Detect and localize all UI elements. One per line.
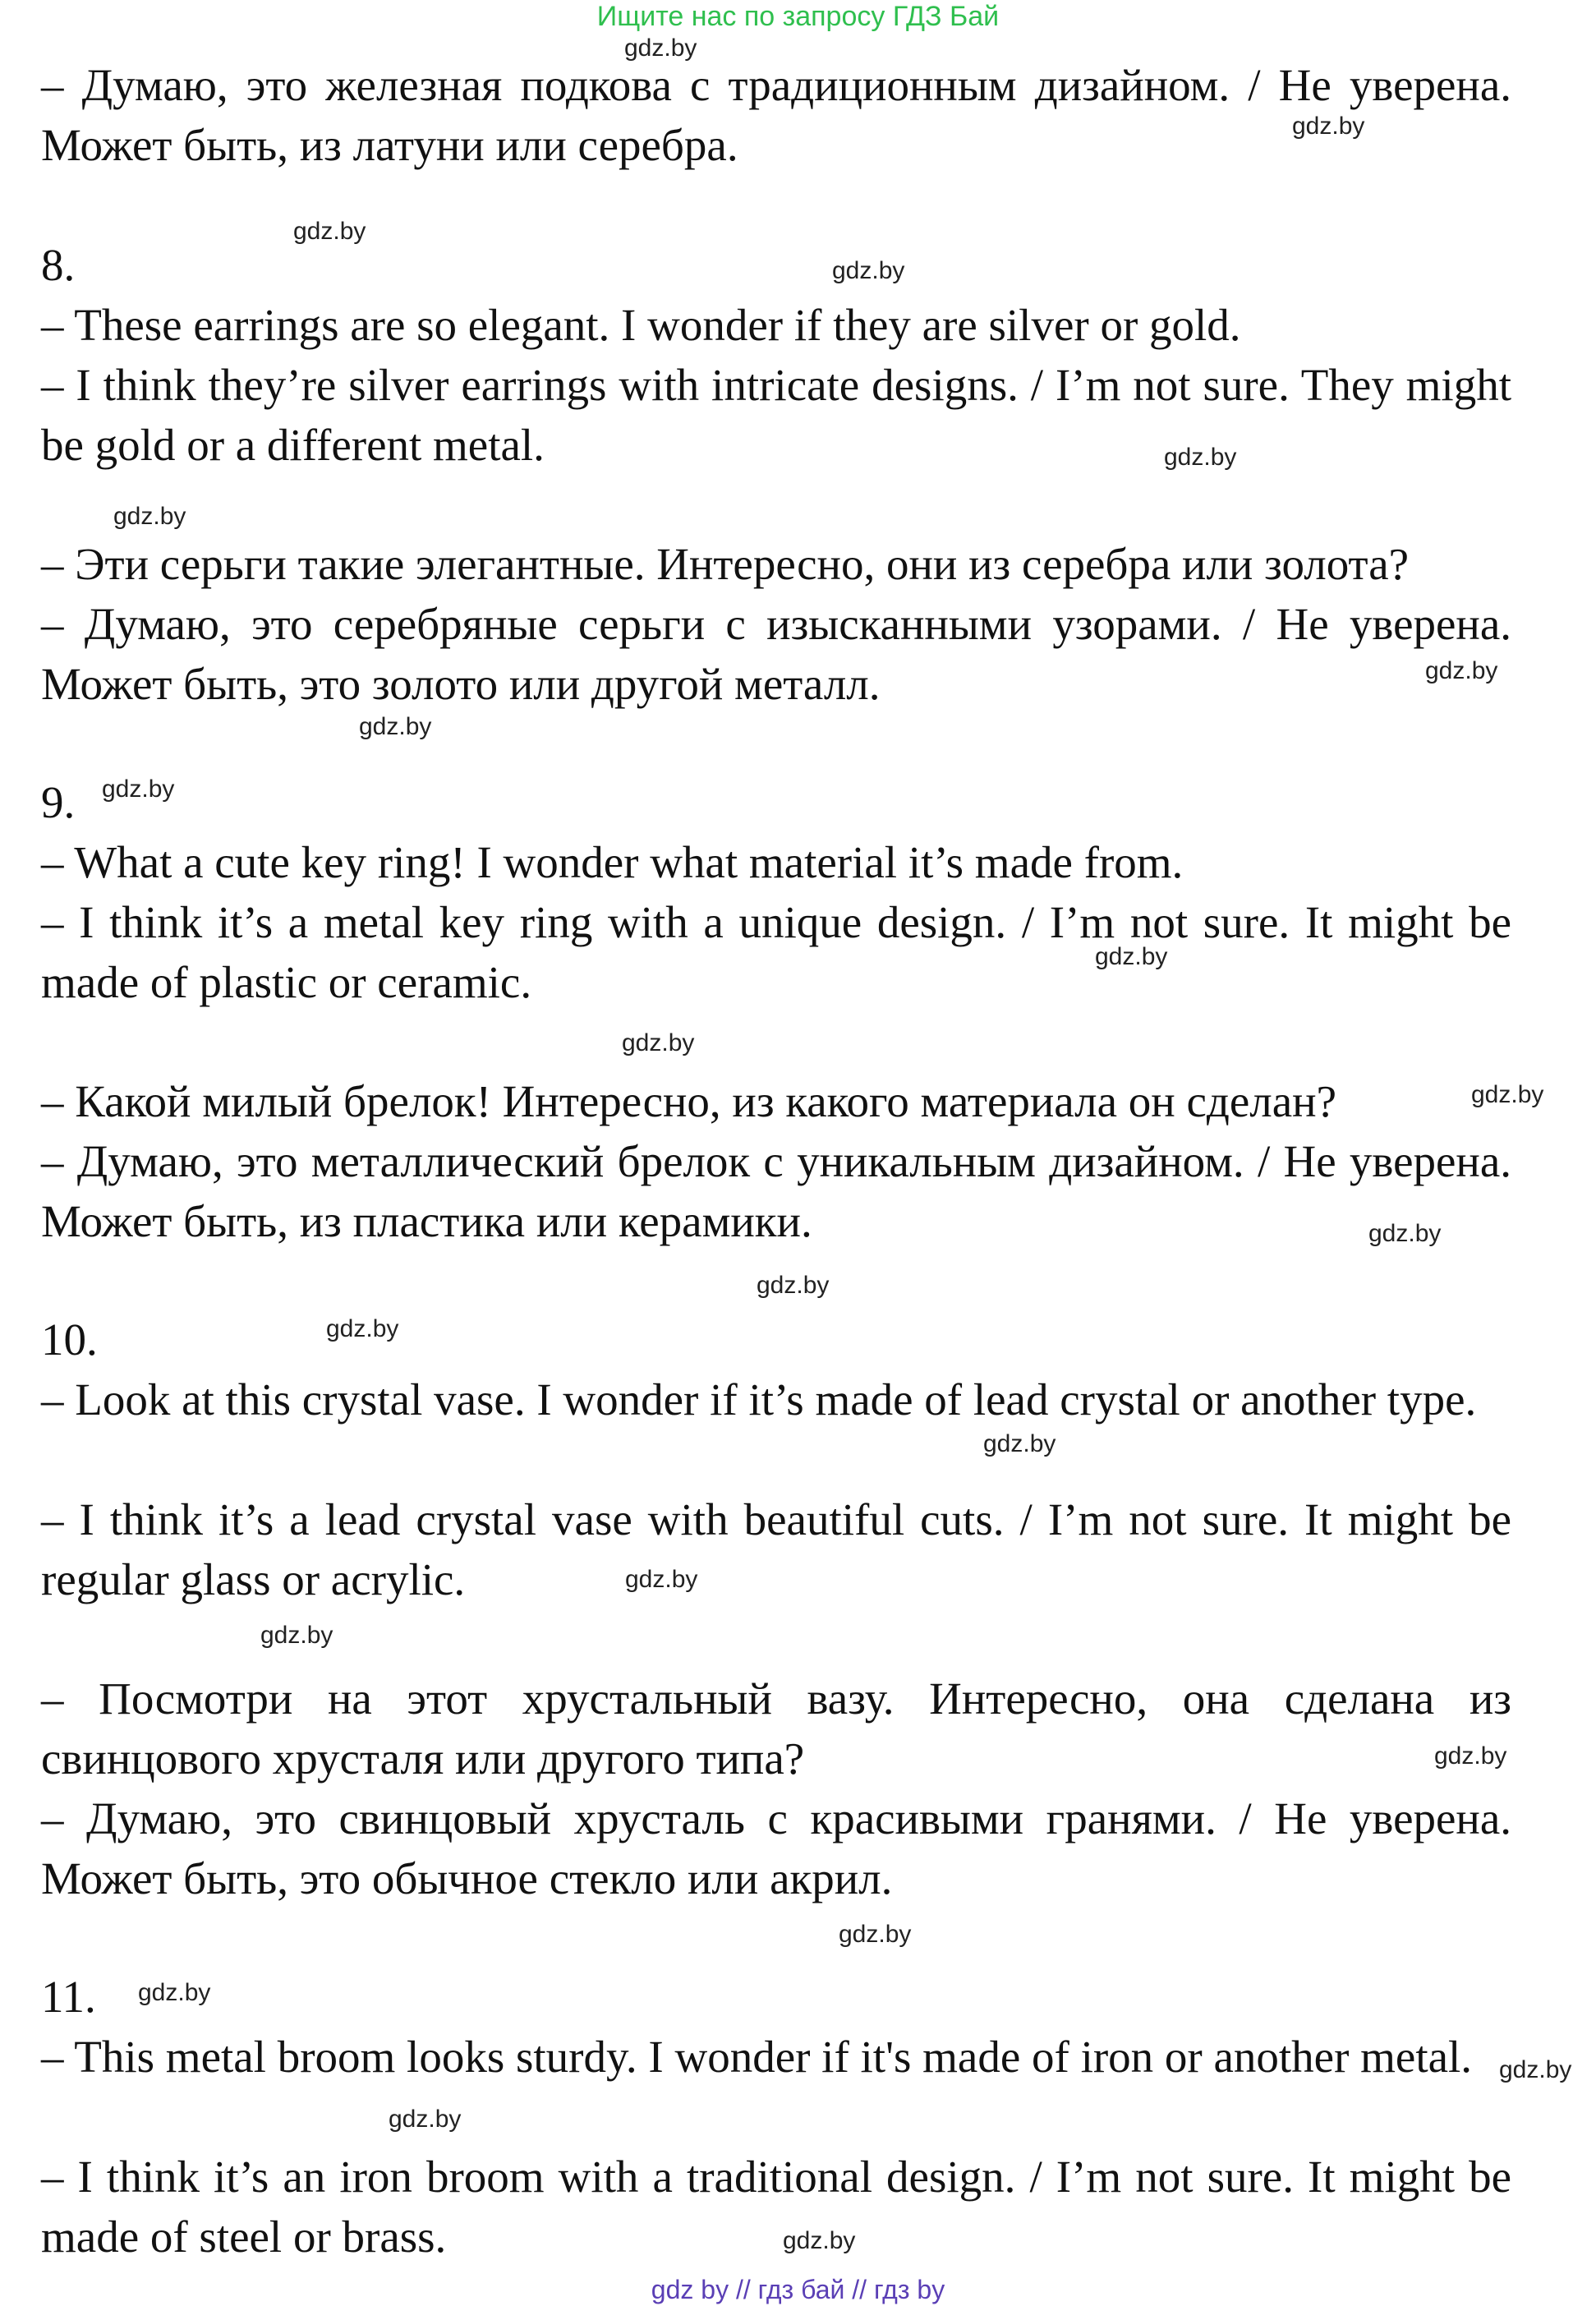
watermark-text: gdz.by [1164,444,1237,471]
bottom-banner[interactable]: gdz by // гдз бай // гдз by [651,2275,945,2304]
watermark-text: gdz.by [757,1272,830,1299]
watermark-text: gdz.by [1434,1742,1507,1770]
answer-8-en: – I think they’re silver earrings with intricate designs. / I’m not sure. They might be gold or a different metal. [41,360,1511,470]
watermark-text: gdz.by [359,713,432,740]
question-8-ru: – Эти серьги такие элегантные. Интересно, они из серебра или золота? [41,539,1410,589]
question-8-en: – These earrings are so elegant. I wonder if they are silver or gold. [41,300,1241,350]
watermark-text: gdz.by [260,1622,333,1649]
item-number-9: 9. [41,777,76,827]
watermark-text: gdz.by [839,1921,912,1948]
answer-11-en: – I think it’s an iron broom with a traditional design. / I’m not sure. It might be made of steel or brass. [41,2152,1511,2262]
watermark-text: gdz.by [832,257,905,284]
watermark-text: gdz.by [113,503,186,530]
watermark-text: gdz.by [983,1430,1056,1457]
watermark-text: gdz.by [625,1566,698,1593]
answer-8-ru: – Думаю, это серебряные серьги с изысканными узорами. / Не уверена. Может быть, это золото или другой металл. [41,599,1511,709]
watermark-text: gdz.by [1095,943,1168,970]
watermark-text: gdz.by [1425,657,1498,684]
item-number-8: 8. [41,240,76,290]
watermark-text: gdz.by [1292,113,1365,140]
watermark-text: gdz.by [622,1029,695,1056]
answer-7-ru: – Думаю, это железная подкова с традиционным дизайном. / Не уверена. Может быть, из латуни или серебра. [41,60,1511,170]
question-10-ru: – Посмотри на этот хрустальный вазу. Интересно, она сделана из свинцового хрусталя или другого типа? [41,1673,1511,1784]
item-number-11: 11. [41,1972,96,2022]
item-number-10: 10. [41,1314,98,1365]
top-banner[interactable]: Ищите нас по запросу ГДЗ Бай [596,1,1000,32]
question-11-en: – This metal broom looks sturdy. I wonder if it's made of iron or another metal. [41,2032,1473,2082]
watermark-text: gdz.by [1471,1081,1544,1108]
question-10-en: – Look at this crystal vase. I wonder if it’s made of lead crystal or another type. [41,1374,1477,1425]
question-9-en: – What a cute key ring! I wonder what material it’s made from. [41,837,1184,887]
watermark-text: gdz.by [783,2227,856,2254]
answer-9-en: – I think it’s a metal key ring with a unique design. / I’m not sure. It might be made of plastic or ceramic. [41,897,1511,1007]
watermark-text: gdz.by [102,776,175,803]
question-9-ru: – Какой милый брелок! Интересно, из какого материала он сделан? [41,1076,1336,1126]
answer-9-ru: – Думаю, это металлический брелок с уникальным дизайном. / Не уверена. Может быть, из пластика или керамики. [41,1136,1511,1246]
watermark-text: gdz.by [624,35,697,62]
watermark-text: gdz.by [1499,2056,1572,2083]
watermark-text: gdz.by [293,218,366,245]
watermark-text: gdz.by [138,1979,211,2006]
answer-10-ru: – Думаю, это свинцовый хрусталь с красивыми гранями. / Не уверена. Может быть, это обычное стекло или акрил. [41,1793,1511,1903]
watermark-text: gdz.by [326,1315,399,1342]
answer-10-en: – I think it’s a lead crystal vase with beautiful cuts. / I’m not sure. It might be regular glass or acrylic. [41,1494,1511,1604]
watermark-text: gdz.by [389,2106,462,2133]
watermark-text: gdz.by [1368,1220,1442,1247]
